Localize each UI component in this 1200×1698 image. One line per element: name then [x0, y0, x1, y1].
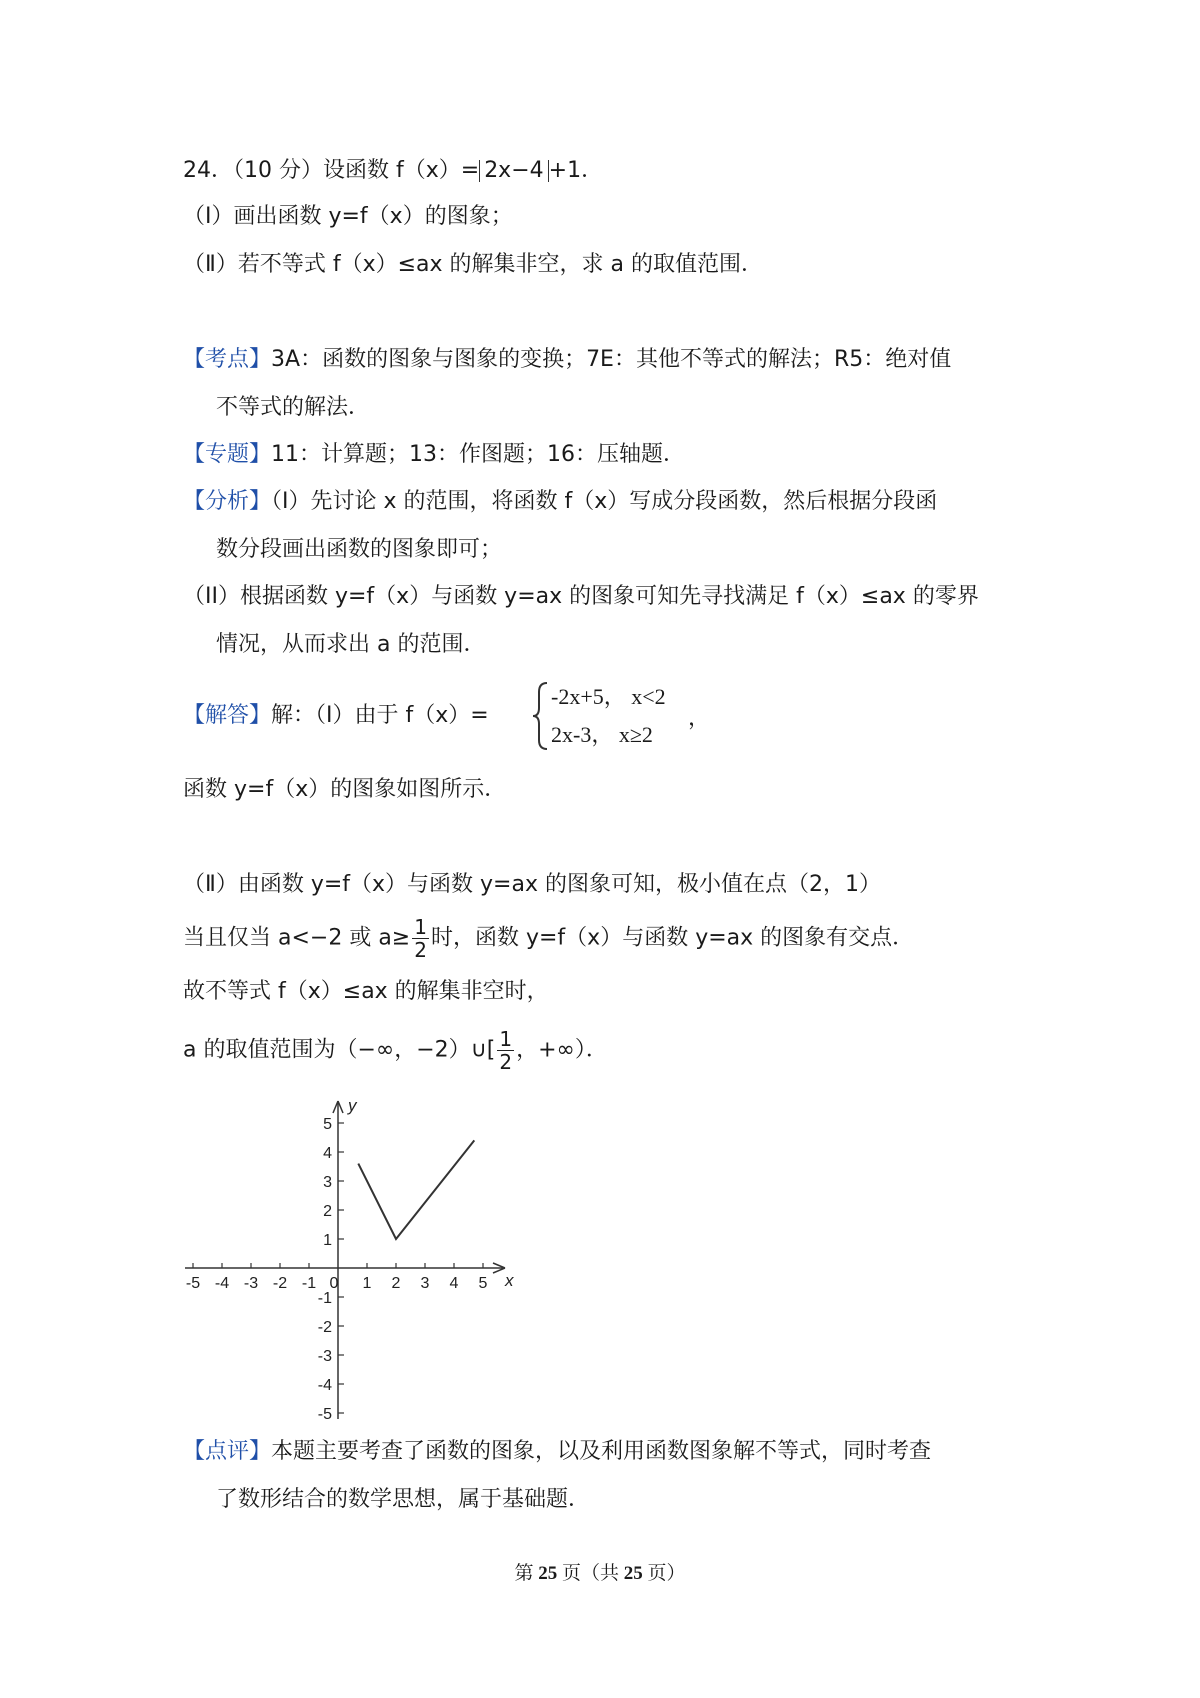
- fraction-half: $\frac{1}{2}$: [414, 915, 427, 962]
- function-series-line: [358, 1140, 474, 1239]
- x-tick-label: 5: [478, 1275, 488, 1292]
- y-axis-label: y: [348, 1096, 357, 1115]
- part2-line4: a 的取值范围为（−∞，−2）∪[ $\frac{1}{2}$ ，+∞）．: [183, 1027, 608, 1074]
- x-axis-label: x: [505, 1271, 514, 1290]
- problem-part1: （Ⅰ）画出函数 y=f（x）的图象；: [183, 204, 513, 229]
- footer-page-number: 25: [538, 1563, 558, 1584]
- x-tick-label: 1: [362, 1275, 372, 1292]
- jieda-tag: 【解答】: [183, 703, 272, 728]
- fenxi-line2: 数分段画出函数的图象即可；: [216, 537, 503, 562]
- problem-part2: （Ⅱ）若不等式 f（x）≤ax 的解集非空，求 a 的取值范围．: [183, 252, 763, 277]
- y-tick-label: -5: [317, 1406, 332, 1420]
- part2-line3: 故不等式 f（x）≤ax 的解集非空时，: [183, 979, 549, 1004]
- zhuanti-tag: 【专题】: [183, 442, 272, 467]
- x-tick-label: -1: [301, 1275, 317, 1292]
- page-footer: 第 25 页（共 25 页）: [514, 1563, 686, 1584]
- y-tick-label: 5: [323, 1116, 332, 1133]
- jieda-intro: 【解答】解：（Ⅰ）由于 f（x）=: [183, 703, 489, 728]
- fenxi-line4: 情况，从而求出 a 的范围．: [216, 632, 486, 657]
- problem-stem: 24．（10 分）设函数 f（x）= 2x−4 +1．: [183, 158, 604, 183]
- abs-value: 2x−4: [479, 160, 548, 182]
- y-tick-label: -3: [317, 1348, 332, 1365]
- y-tick-label: -4: [317, 1377, 332, 1394]
- x-tick-label: 4: [449, 1275, 459, 1292]
- fraction-half-2: $\frac{1}{2}$: [499, 1027, 513, 1074]
- piecewise-brace-icon: [531, 680, 551, 752]
- fenxi-line3: （II）根据函数 y=f（x）与函数 y=ax 的图象可知先寻找满足 f（x）≤ax 的零界: [183, 584, 979, 609]
- fenxi-tag: 【分析】: [183, 489, 272, 514]
- kaodian-tag: 【考点】: [183, 347, 272, 372]
- y-tick-label: 2: [323, 1203, 332, 1220]
- x-tick-label: -4: [214, 1275, 230, 1292]
- y-tick-label: -2: [317, 1319, 332, 1336]
- x-tick-label: 3: [420, 1275, 430, 1292]
- piecewise-case-1: -2x+5， x<2: [551, 684, 666, 709]
- y-tick-label: -1: [317, 1290, 332, 1307]
- function-graph: [170, 1080, 530, 1420]
- x-tick-label: 2: [391, 1275, 401, 1292]
- y-tick-label: 4: [323, 1145, 332, 1162]
- x-tick-label: -2: [272, 1275, 288, 1292]
- dianping-line1: 【点评】本题主要考查了函数的图象，以及利用函数图象解不等式，同时考查: [183, 1439, 932, 1464]
- piecewise-case-2: 2x-3， x≥2: [551, 722, 653, 747]
- zhuanti-line: 【专题】11：计算题；13：作图题；16：压轴题．: [183, 442, 685, 467]
- x-tick-label: -3: [243, 1275, 259, 1292]
- graph-note: 函数 y=f（x）的图象如图所示．: [183, 777, 507, 802]
- piecewise-comma: ，: [688, 706, 711, 731]
- footer-total-pages: 25: [623, 1563, 643, 1584]
- kaodian-line2: 不等式的解法．: [216, 395, 371, 420]
- dianping-line2: 了数形结合的数学思想，属于基础题．: [216, 1487, 591, 1512]
- y-tick-label: 3: [323, 1174, 332, 1191]
- part2-line1: （Ⅱ）由函数 y=f（x）与函数 y=ax 的图象可知，极小值在点（2，1）: [183, 872, 881, 897]
- x-tick-label: 0: [329, 1275, 339, 1292]
- fenxi-line1: 【分析】（I）先讨论 x 的范围，将函数 f（x）写成分段函数，然后根据分段函: [183, 489, 938, 514]
- part2-line2: 当且仅当 a<−2 或 a≥ $\frac{1}{2}$ 时，函数 y=f（x）与函数 y=ax 的图象有交点．: [183, 915, 915, 962]
- x-tick-label: -5: [185, 1275, 201, 1292]
- kaodian-line1: 【考点】3A：函数的图象与图象的变换；7E：其他不等式的解法；R5：绝对值: [183, 347, 952, 372]
- y-tick-label: 1: [323, 1232, 332, 1249]
- dianping-tag: 【点评】: [183, 1439, 272, 1464]
